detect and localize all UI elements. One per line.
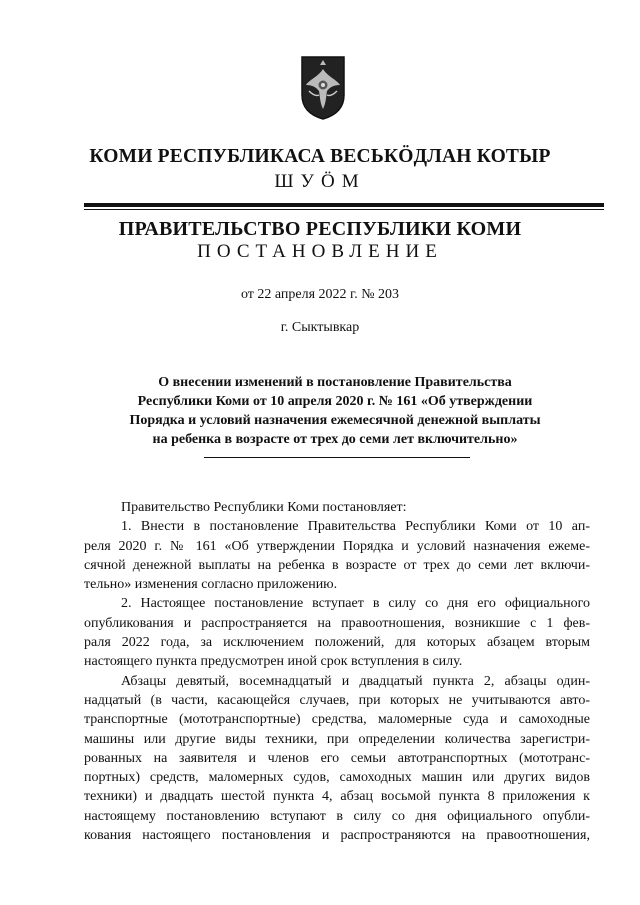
body-line: техники) и двадцать шестой пункта 4, абзац восьмой пункта 8 приложения к [84, 789, 590, 805]
document-date-number: от 22 апреля 2022 г. № 203 [240, 287, 400, 302]
body-line: портных) средств, маломерных судов, самоходных машин или других видов [84, 770, 590, 786]
title-line: О внесении изменений в постановление Правительства [158, 375, 512, 390]
body-line: опубликования и распространяется на правоотношения, возникшие с 1 фев- [84, 615, 590, 631]
body-line: 1. Внести в постановление Правительства Республики Коми от 10 ап- [121, 519, 590, 535]
body-line: раля 2022 года, за исключением положений, для которых абзацем вторым [84, 635, 590, 651]
body-line: машины или другие виды техники, при определении количества зарегистри- [84, 731, 590, 747]
title-underline [204, 457, 470, 458]
body-line: Абзацы девятый, восемнадцатый и двадцатый пункта 2, абзацы один- [121, 673, 590, 689]
header-divider-thick [84, 203, 604, 207]
government-name: ПРАВИТЕЛЬСТВО РЕСПУБЛИКИ КОМИ [118, 218, 522, 240]
komi-government-name: КОМИ РЕСПУБЛИКАСА ВЕСЬКӦДЛАН КОТЫР [89, 146, 551, 167]
body-line: тельно» изменения согласно приложению. [84, 577, 338, 593]
body-line: реля 2020 г. № 161 «Об утверждении Порядка и условий назначения ежеме- [84, 538, 590, 554]
document-body [84, 498, 590, 845]
title-line: Порядка и условий назначения ежемесячной денежной выплаты [129, 413, 541, 428]
body-line: сячной денежной выплаты на ребенка в возрасте от трех до семи лет включи- [84, 557, 590, 573]
document-title [90, 373, 580, 449]
komi-document-type: ШУӦМ [274, 171, 366, 192]
body-line: рованных на заявителя и членов его семьи автотранспортных (мототранс- [84, 750, 590, 766]
body-line: Правительство Республики Коми постановляет: [121, 500, 407, 515]
body-line: кования настоящего постановления и распространяются на правоотношения, [84, 828, 590, 844]
body-line: транспортные (мототранспортные) средства, маломерные суда и самоходные [84, 712, 590, 728]
document-city: г. Сыктывкар [280, 320, 360, 335]
header-divider-thin [84, 209, 604, 210]
body-line: надцатый (в части, касающейся случаев, при которых не учитываются авто- [84, 692, 590, 708]
komi-coat-of-arms-icon [300, 55, 346, 121]
body-line: 2. Настоящее постановление вступает в силу со дня его официального [121, 596, 590, 612]
body-line: настоящему постановлению вступают в силу со дня официального опубли- [84, 808, 590, 824]
title-line: на ребенка в возрасте от трех до семи лет включительно» [152, 432, 518, 447]
title-line: Республики Коми от 10 апреля 2020 г. № 161 «Об утверждении [137, 394, 533, 409]
body-line: настоящего пункта предусмотрен иной срок вступления в силу. [84, 654, 463, 670]
document-type: ПОСТАНОВЛЕНИЕ [197, 241, 443, 262]
